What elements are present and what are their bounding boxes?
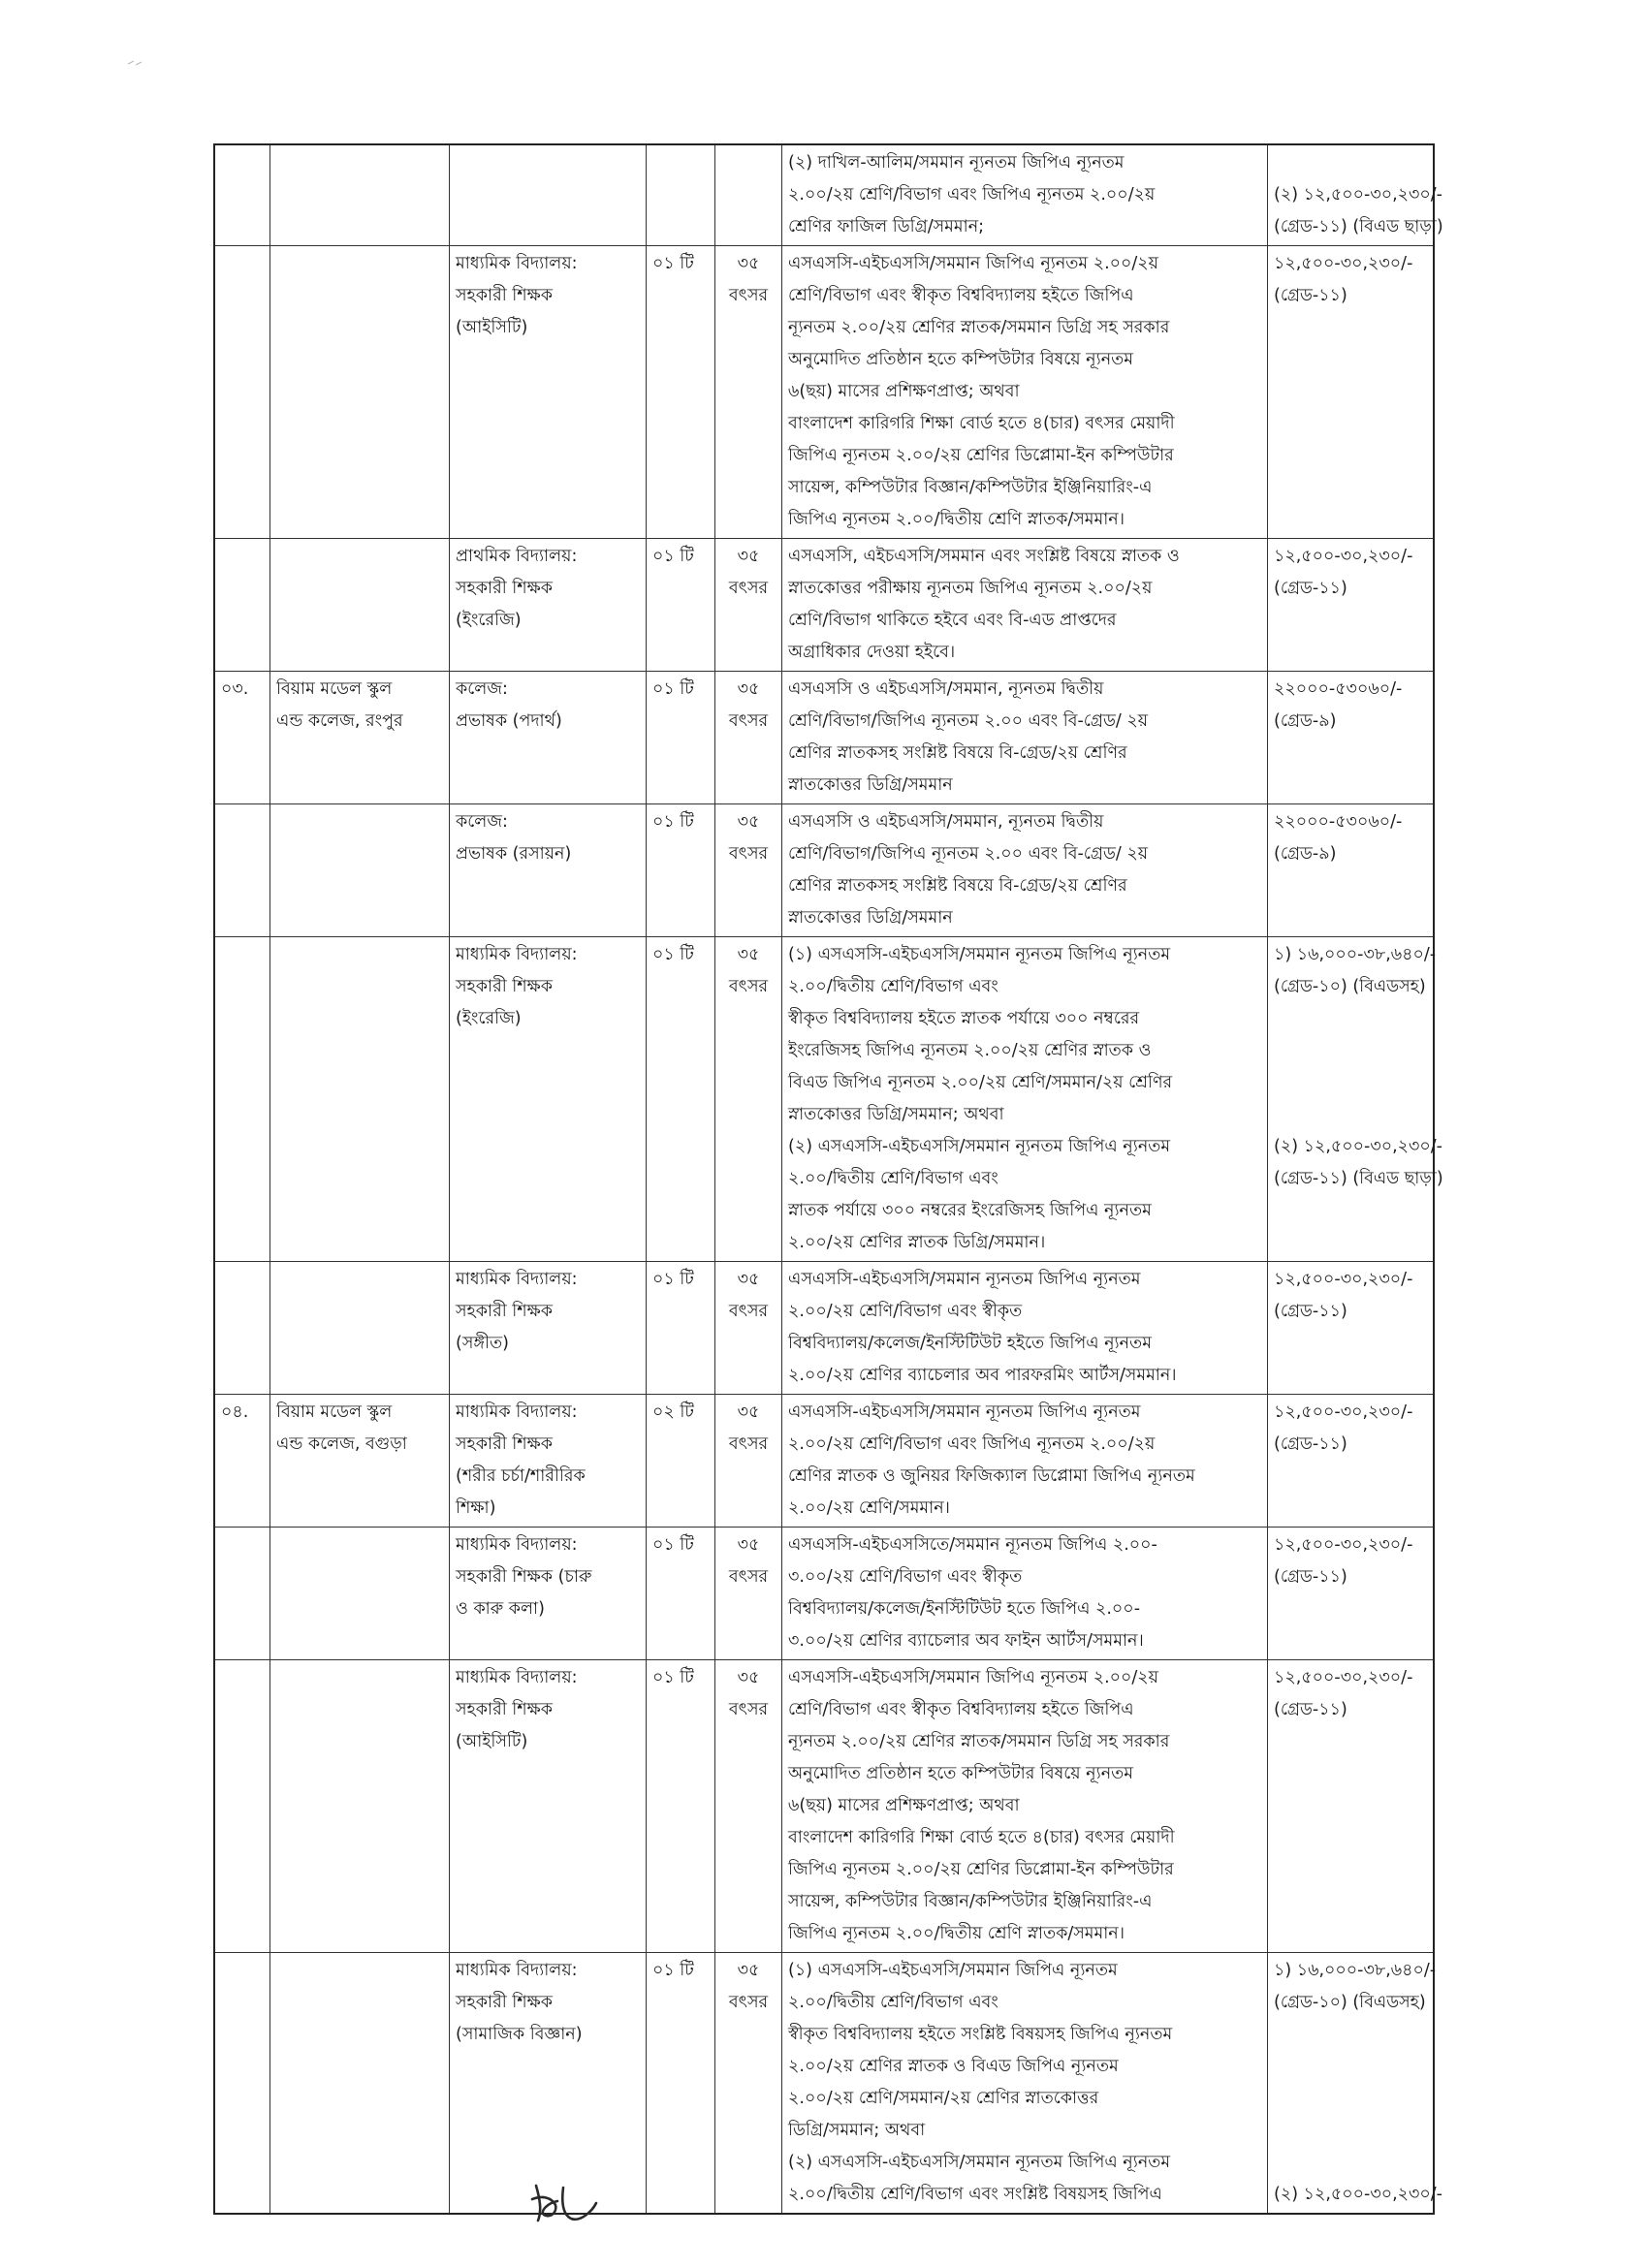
serial-number-cell bbox=[214, 672, 270, 804]
qualification-line: স্নাতকোত্তর ডিগ্রি/সমমান bbox=[788, 908, 953, 928]
post-count: ০১ টি bbox=[652, 945, 694, 964]
institute-name-line: এন্ড কলেজ, বগুড়া bbox=[276, 1434, 407, 1454]
table-row bbox=[214, 1660, 1434, 1953]
pay-scale-line: (গ্রেড-১১) (বিএড ছাড়া) bbox=[1274, 1169, 1443, 1188]
qualification-line: বাংলাদেশ কারিগরি শিক্ষা বোর্ড হতে ৪(চার) বৎসর মেয়াদী bbox=[788, 1828, 1175, 1847]
post-count: ০১ টি bbox=[652, 812, 694, 832]
qualification-cell bbox=[782, 937, 1268, 1262]
post-name-line: প্রাথমিক বিদ্যালয়: bbox=[456, 547, 578, 566]
post-cell bbox=[450, 1395, 647, 1528]
pay-scale-line: (২) ১২,৫০০-৩০,২৩০/- bbox=[1274, 185, 1442, 205]
qualification-line: বিশ্ববিদ্যালয়/কলেজ/ইনস্টিটিউট হইতে জিপিএ ন্যূনতম bbox=[788, 1334, 1152, 1353]
age-limit-cell bbox=[715, 937, 782, 1262]
age-limit-line: ৩৫ bbox=[737, 945, 760, 964]
table-body bbox=[214, 144, 1443, 2214]
qualification-line: (২) এসএসসি-এইচএসসি/সমমান ন্যূনতম জিপিএ ন্যূনতম bbox=[788, 2153, 1171, 2172]
qualification-line: ২.০০/২য় শ্রেণি/সমমান। bbox=[788, 1498, 950, 1518]
post-name-line: সহকারী শিক্ষক (চারু bbox=[456, 1567, 592, 1587]
qualification-line: ২.০০/২য় শ্রেণি/বিভাগ এবং জিপিএ ন্যূনতম ২.০০/২য় bbox=[788, 1434, 1156, 1454]
age-limit-line: ৩৫ bbox=[737, 812, 760, 832]
qualification-line: ২.০০/২য় শ্রেণি/বিভাগ এবং জিপিএ ন্যূনতম ২.০০/২য় bbox=[788, 185, 1156, 205]
age-limit-line: বৎসর bbox=[728, 1302, 769, 1321]
pay-spacer bbox=[1274, 1003, 1427, 1131]
qualification-cell bbox=[782, 539, 1268, 672]
post-count-cell bbox=[647, 1953, 715, 2215]
qualification-line: স্নাতকোত্তর ডিগ্রি/সমমান bbox=[788, 775, 953, 795]
post-count-cell bbox=[647, 144, 715, 246]
post-name-line: মাধ্যমিক বিদ্যালয়: bbox=[456, 1961, 578, 1980]
post-cell bbox=[450, 1953, 647, 2215]
post-count: ০১ টি bbox=[652, 1535, 694, 1555]
qualification-cell bbox=[782, 1528, 1268, 1660]
qualification-line: জিপিএ ন্যূনতম ২.০০/দ্বিতীয় শ্রেণি স্নাতক/সমমান। bbox=[788, 510, 1125, 529]
post-cell bbox=[450, 1660, 647, 1953]
post-name-line: (ইংরেজি) bbox=[456, 1009, 522, 1028]
pay-scale-cell bbox=[1268, 1953, 1442, 2215]
qualification-cell bbox=[782, 144, 1268, 246]
qualification-line: ২.০০/দ্বিতীয় শ্রেণি/বিভাগ এবং bbox=[788, 1169, 998, 1188]
qualification-line: এসএসসি-এইচএসসি/সমমান ন্যূনতম জিপিএ ন্যূনতম bbox=[788, 1402, 1141, 1422]
pay-scale-line: (গ্রেড-১১) bbox=[1274, 286, 1347, 305]
pay-scale-line: ১২,৫০০-৩০,২৩০/- bbox=[1274, 1668, 1413, 1687]
table-row bbox=[214, 672, 1434, 804]
table-row bbox=[214, 1395, 1434, 1528]
post-count: ০১ টি bbox=[652, 1270, 694, 1289]
qualification-cell bbox=[782, 672, 1268, 804]
pay-scale-cell bbox=[1268, 672, 1435, 804]
qualification-line: ২.০০/দ্বিতীয় শ্রেণি/বিভাগ এবং সংশ্লিষ্ট বিষয়সহ জিপিএ bbox=[788, 2185, 1162, 2204]
age-limit-line: ৩৫ bbox=[737, 254, 760, 273]
pay-scale-line: (গ্রেড-৯) bbox=[1274, 844, 1337, 864]
age-limit-line: ৩৫ bbox=[737, 1961, 760, 1980]
institute-cell bbox=[270, 1660, 450, 1953]
post-name-line: (শরীর চর্চা/শারীরিক bbox=[456, 1466, 586, 1486]
serial-number-cell bbox=[214, 1660, 270, 1953]
institute-cell bbox=[270, 246, 450, 539]
qualification-line: ২.০০/দ্বিতীয় শ্রেণি/বিভাগ এবং bbox=[788, 1993, 998, 2012]
age-limit-line: বৎসর bbox=[728, 1567, 769, 1587]
qualification-line: ২.০০/দ্বিতীয় শ্রেণি/বিভাগ এবং bbox=[788, 977, 998, 996]
post-name-line: মাধ্যমিক বিদ্যালয়: bbox=[456, 1402, 578, 1422]
post-name-line: সহকারী শিক্ষক bbox=[456, 1700, 554, 1719]
age-limit-line: ৩৫ bbox=[737, 1402, 760, 1422]
institute-cell bbox=[270, 672, 450, 804]
qualification-line: ডিগ্রি/সমমান; অথবা bbox=[788, 2121, 926, 2140]
age-limit-line: বৎসর bbox=[728, 1434, 769, 1454]
qualification-line: এসএসসি, এইচএসসি/সমমান এবং সংশ্লিষ্ট বিষয়ে স্নাতক ও bbox=[788, 547, 1180, 566]
qualification-line: ২.০০/২য় শ্রেণির ব্যাচেলার অব পারফরমিং আর্টস/সমমান। bbox=[788, 1366, 1177, 1385]
pay-scale-cell bbox=[1268, 1528, 1435, 1660]
pay-scale-line: ১২,৫০০-৩০,২৩০/- bbox=[1274, 1402, 1413, 1422]
age-limit-line: ৩৫ bbox=[737, 1668, 760, 1687]
qualification-line: অগ্রাধিকার দেওয়া হইবে। bbox=[788, 643, 956, 662]
qualification-line: ২.০০/২য় শ্রেণির স্নাতক ও বিএড জিপিএ ন্যূনতম bbox=[788, 2057, 1119, 2076]
scan-mark bbox=[126, 58, 145, 68]
qualification-line: ২.০০/২য় শ্রেণির স্নাতক ডিগ্রি/সমমান। bbox=[788, 1233, 1046, 1252]
qualification-line: স্নাতকোত্তর পরীক্ষায় ন্যূনতম জিপিএ ন্যূনতম ২.০০/২য় bbox=[788, 579, 1153, 598]
pay-scale-line: (গ্রেড-১১) bbox=[1274, 1567, 1347, 1587]
post-cell bbox=[450, 1528, 647, 1660]
post-cell bbox=[450, 246, 647, 539]
post-name-line: প্রভাষক (রসায়ন) bbox=[456, 844, 572, 864]
qualification-cell bbox=[782, 804, 1268, 937]
qualification-line: স্বীকৃত বিশ্ববিদ্যালয় হইতে সংশ্লিষ্ট বিষয়সহ জিপিএ ন্যূনতম bbox=[788, 2025, 1173, 2044]
age-limit-line: ৩৫ bbox=[737, 679, 760, 699]
recruitment-table bbox=[213, 143, 1443, 2215]
table-row bbox=[214, 1528, 1434, 1660]
qualification-line: ৬(ছয়) মাসের প্রশিক্ষণপ্রাপ্ত; অথবা bbox=[788, 382, 1020, 401]
age-limit-cell bbox=[715, 1660, 782, 1953]
post-count-cell bbox=[647, 1528, 715, 1660]
age-limit-line: ৩৫ bbox=[737, 1270, 760, 1289]
pay-scale-line: ১২,৫০০-৩০,২৩০/- bbox=[1274, 547, 1413, 566]
post-name-line: সহকারী শিক্ষক bbox=[456, 579, 554, 598]
post-name-line: মাধ্যমিক বিদ্যালয়: bbox=[456, 945, 578, 964]
post-count-cell bbox=[647, 1395, 715, 1528]
pay-scale-cell bbox=[1268, 804, 1435, 937]
qualification-line: শ্রেণি/বিভাগ/জিপিএ ন্যূনতম ২.০০ এবং বি-গ্রেড/ ২য় bbox=[788, 844, 1149, 864]
institute-cell bbox=[270, 1262, 450, 1395]
post-name-line: মাধ্যমিক বিদ্যালয়: bbox=[456, 1270, 578, 1289]
post-count: ০১ টি bbox=[652, 1961, 694, 1980]
serial-number-cell bbox=[214, 246, 270, 539]
post-cell bbox=[450, 1262, 647, 1395]
post-count-cell bbox=[647, 1660, 715, 1953]
qualification-line: সায়েন্স, কম্পিউটার বিজ্ঞান/কম্পিউটার ইঞ্জিনিয়ারিং-এ bbox=[788, 478, 1153, 497]
pay-scale-line: ১২,৫০০-৩০,২৩০/- bbox=[1274, 1535, 1413, 1555]
qualification-line: (১) এসএসসি-এইচএসসি/সমমান জিপিএ ন্যূনতম bbox=[788, 1961, 1118, 1980]
pay-scale-line: (গ্রেড-৯) bbox=[1274, 711, 1337, 731]
post-count-cell bbox=[647, 937, 715, 1262]
institute-cell bbox=[270, 804, 450, 937]
post-cell bbox=[450, 672, 647, 804]
qualification-line: বাংলাদেশ কারিগরি শিক্ষা বোর্ড হতে ৪(চার) বৎসর মেয়াদী bbox=[788, 414, 1175, 433]
pay-scale-cell bbox=[1268, 144, 1443, 246]
institute-cell bbox=[270, 1953, 450, 2215]
post-count-cell bbox=[647, 1262, 715, 1395]
serial-number-cell bbox=[214, 804, 270, 937]
table-row bbox=[214, 246, 1434, 539]
qualification-line: স্নাতকোত্তর ডিগ্রি/সমমান; অথবা bbox=[788, 1105, 1004, 1124]
qualification-line: ২.০০/২য় শ্রেণি/সমমান/২য় শ্রেণির স্নাতকোত্তর bbox=[788, 2089, 1099, 2108]
pay-spacer bbox=[1274, 2019, 1427, 2179]
qualification-line: স্নাতক পর্যায়ে ৩০০ নম্বরের ইংরেজিসহ জিপিএ ন্যূনতম bbox=[788, 1201, 1152, 1220]
pay-scale-line: (গ্রেড-১১) bbox=[1274, 1302, 1347, 1321]
post-name-line: সহকারী শিক্ষক bbox=[456, 286, 554, 305]
qualification-line: শ্রেণি/বিভাগ এবং স্বীকৃত বিশ্ববিদ্যালয় হইতে জিপিএ bbox=[788, 1700, 1134, 1719]
pay-scale-line: ২২০০০-৫৩০৬০/- bbox=[1274, 679, 1403, 699]
table-row bbox=[214, 937, 1434, 1262]
serial-number-cell bbox=[214, 539, 270, 672]
post-name-line: (আইসিটি) bbox=[456, 1732, 528, 1751]
table-row bbox=[214, 144, 1434, 246]
pay-scale-line: (২) ১২,৫০০-৩০,২৩০/- bbox=[1274, 2185, 1442, 2204]
pay-scale-line: (গ্রেড-১০) (বিএডসহ) bbox=[1274, 977, 1426, 996]
post-cell bbox=[450, 804, 647, 937]
post-name-line: (সামাজিক বিজ্ঞান) bbox=[456, 2025, 583, 2044]
table-row bbox=[214, 1953, 1434, 2215]
serial-number-cell bbox=[214, 1395, 270, 1528]
post-cell bbox=[450, 937, 647, 1262]
institute-cell bbox=[270, 1528, 450, 1660]
age-limit-line: ৩৫ bbox=[737, 1535, 760, 1555]
age-limit-line: বৎসর bbox=[728, 1700, 769, 1719]
serial-number-cell bbox=[214, 1262, 270, 1395]
serial-number: ০৪. bbox=[221, 1402, 249, 1422]
age-limit-cell bbox=[715, 804, 782, 937]
qualification-cell bbox=[782, 1953, 1268, 2215]
institute-cell bbox=[270, 144, 450, 246]
document-page bbox=[213, 143, 1443, 2215]
age-limit-cell bbox=[715, 1395, 782, 1528]
age-limit-line: বৎসর bbox=[728, 1993, 769, 2012]
institute-cell bbox=[270, 1395, 450, 1528]
age-limit-cell bbox=[715, 246, 782, 539]
post-name-line: কলেজ: bbox=[456, 679, 508, 699]
qualification-line: ন্যূনতম ২.০০/২য় শ্রেণির স্নাতক/সমমান ডিগ্রি সহ সরকার bbox=[788, 1732, 1170, 1751]
qualification-line: শ্রেণি/বিভাগ এবং স্বীকৃত বিশ্ববিদ্যালয় হইতে জিপিএ bbox=[788, 286, 1134, 305]
qualification-line: ৩.০০/২য় শ্রেণির ব্যাচেলার অব ফাইন আর্টস/সমমান। bbox=[788, 1631, 1144, 1651]
post-name-line: প্রভাষক (পদার্থ) bbox=[456, 711, 562, 731]
serial-number-cell bbox=[214, 1528, 270, 1660]
age-limit-line: বৎসর bbox=[728, 977, 769, 996]
serial-number-cell bbox=[214, 1953, 270, 2215]
serial-number: ০৩. bbox=[221, 679, 249, 699]
qualification-line: জিপিএ ন্যূনতম ২.০০/দ্বিতীয় শ্রেণি স্নাতক/সমমান। bbox=[788, 1924, 1125, 1943]
qualification-line: শ্রেণির ফাজিল ডিগ্রি/সমমান; bbox=[788, 217, 985, 236]
pay-scale-cell bbox=[1268, 539, 1435, 672]
qualification-line: বিশ্ববিদ্যালয়/কলেজ/ইনস্টিটিউট হতে জিপিএ ২.০০- bbox=[788, 1599, 1141, 1619]
pay-scale-line: (গ্রেড-১১) bbox=[1274, 1700, 1347, 1719]
qualification-line: ৩.০০/২য় শ্রেণি/বিভাগ এবং স্বীকৃত bbox=[788, 1567, 1023, 1587]
age-limit-cell bbox=[715, 1528, 782, 1660]
post-count-cell bbox=[647, 539, 715, 672]
qualification-line: (২) এসএসসি-এইচএসসি/সমমান ন্যূনতম জিপিএ ন্যূনতম bbox=[788, 1137, 1171, 1156]
table-row bbox=[214, 539, 1434, 672]
serial-number-cell bbox=[214, 937, 270, 1262]
post-count-cell bbox=[647, 804, 715, 937]
pay-scale-line: (গ্রেড-১১) bbox=[1274, 1434, 1347, 1454]
post-count: ০১ টি bbox=[652, 1668, 694, 1687]
pay-spacer bbox=[1274, 147, 1427, 179]
post-cell bbox=[450, 144, 647, 246]
post-name-line: সহকারী শিক্ষক bbox=[456, 1302, 554, 1321]
institute-name-line: বিয়াম মডেল স্কুল bbox=[276, 679, 393, 699]
qualification-line: ২.০০/২য় শ্রেণি/বিভাগ এবং স্বীকৃত bbox=[788, 1302, 1023, 1321]
age-limit-cell bbox=[715, 144, 782, 246]
post-count: ০১ টি bbox=[652, 679, 694, 699]
age-limit-line: বৎসর bbox=[728, 579, 769, 598]
institute-name-line: বিয়াম মডেল স্কুল bbox=[276, 1402, 393, 1422]
pay-scale-line: ১) ১৬,০০০-৩৮,৬৪০/- bbox=[1274, 945, 1437, 964]
qualification-line: শ্রেণির স্নাতক ও জুনিয়র ফিজিক্যাল ডিপ্লোমা জিপিএ ন্যূনতম bbox=[788, 1466, 1195, 1486]
pay-scale-line: ১২,৫০০-৩০,২৩০/- bbox=[1274, 1270, 1413, 1289]
pay-scale-cell bbox=[1268, 1395, 1435, 1528]
post-count: ০১ টি bbox=[652, 254, 694, 273]
qualification-line: এসএসসি-এইচএসসি/সমমান জিপিএ ন্যূনতম ২.০০/২য় bbox=[788, 254, 1158, 273]
pay-scale-line: (গ্রেড-১১) (বিএড ছাড়া) bbox=[1274, 217, 1443, 236]
qualification-line: শ্রেণির স্নাতকসহ সংশ্লিষ্ট বিষয়ে বি-গ্রেড/২য় শ্রেণির bbox=[788, 743, 1127, 763]
post-name-line: (আইসিটি) bbox=[456, 318, 528, 337]
age-limit-cell bbox=[715, 1262, 782, 1395]
qualification-line: এসএসসি-এইচএসসি/সমমান জিপিএ ন্যূনতম ২.০০/২য় bbox=[788, 1668, 1158, 1687]
pay-scale-cell bbox=[1268, 246, 1435, 539]
qualification-line: এসএসসি ও এইচএসসি/সমমান, ন্যূনতম দ্বিতীয় bbox=[788, 679, 1104, 699]
serial-number-cell bbox=[214, 144, 270, 246]
post-name-line: সহকারী শিক্ষক bbox=[456, 977, 554, 996]
post-count: ০১ টি bbox=[652, 547, 694, 566]
post-name-line: (সঙ্গীত) bbox=[456, 1334, 509, 1353]
pay-scale-line: (গ্রেড-১০) (বিএডসহ) bbox=[1274, 1993, 1426, 2012]
qualification-line: শ্রেণি/বিভাগ থাকিতে হইবে এবং বি-এড প্রাপ্তদের bbox=[788, 611, 1117, 630]
qualification-line: (২) দাখিল-আলিম/সমমান ন্যূনতম জিপিএ ন্যূনতম bbox=[788, 153, 1125, 173]
pay-scale-line: ১) ১৬,০০০-৩৮,৬৪০/- bbox=[1274, 1961, 1437, 1980]
age-limit-cell bbox=[715, 539, 782, 672]
qualification-cell bbox=[782, 246, 1268, 539]
institute-cell bbox=[270, 937, 450, 1262]
qualification-line: অনুমোদিত প্রতিষ্ঠান হতে কম্পিউটার বিষয়ে ন্যূনতম bbox=[788, 350, 1133, 369]
qualification-cell bbox=[782, 1660, 1268, 1953]
post-name-line: মাধ্যমিক বিদ্যালয়: bbox=[456, 1668, 578, 1687]
qualification-line: ইংরেজিসহ জিপিএ ন্যূনতম ২.০০/২য় শ্রেণির স্নাতক ও bbox=[788, 1041, 1152, 1060]
post-name-line: মাধ্যমিক বিদ্যালয়: bbox=[456, 1535, 578, 1555]
pay-scale-line: ১২,৫০০-৩০,২৩০/- bbox=[1274, 254, 1413, 273]
institute-cell bbox=[270, 539, 450, 672]
qualification-line: এসএসসি-এইচএসসিতে/সমমান ন্যূনতম জিপিএ ২.০০- bbox=[788, 1535, 1157, 1555]
post-name-line: সহকারী শিক্ষক bbox=[456, 1993, 554, 2012]
qualification-line: শ্রেণি/বিভাগ/জিপিএ ন্যূনতম ২.০০ এবং বি-গ্রেড/ ২য় bbox=[788, 711, 1149, 731]
table-row bbox=[214, 804, 1434, 937]
institute-name-line: এন্ড কলেজ, রংপুর bbox=[276, 711, 403, 731]
post-name-line: মাধ্যমিক বিদ্যালয়: bbox=[456, 254, 578, 273]
qualification-line: (১) এসএসসি-এইচএসসি/সমমান ন্যূনতম জিপিএ ন্যূনতম bbox=[788, 945, 1171, 964]
qualification-line: ন্যূনতম ২.০০/২য় শ্রেণির স্নাতক/সমমান ডিগ্রি সহ সরকার bbox=[788, 318, 1170, 337]
post-count-cell bbox=[647, 672, 715, 804]
table-row bbox=[214, 1262, 1434, 1395]
post-count-cell bbox=[647, 246, 715, 539]
pay-scale-line: (গ্রেড-১১) bbox=[1274, 579, 1347, 598]
qualification-line: বিএড জিপিএ ন্যূনতম ২.০০/২য় শ্রেণি/সমমান/২য় শ্রেণির bbox=[788, 1073, 1173, 1092]
age-limit-line: বৎসর bbox=[728, 844, 769, 864]
post-name-line: কলেজ: bbox=[456, 812, 508, 832]
signature-image bbox=[528, 2176, 616, 2226]
pay-scale-cell bbox=[1268, 1262, 1435, 1395]
post-cell bbox=[450, 539, 647, 672]
qualification-line: স্বীকৃত বিশ্ববিদ্যালয় হইতে স্নাতক পর্যায়ে ৩০০ নম্বরের bbox=[788, 1009, 1140, 1028]
qualification-line: শ্রেণির স্নাতকসহ সংশ্লিষ্ট বিষয়ে বি-গ্রেড/২য় শ্রেণির bbox=[788, 876, 1127, 896]
post-name-line: (ইংরেজি) bbox=[456, 611, 522, 630]
qualification-cell bbox=[782, 1395, 1268, 1528]
post-name-line: সহকারী শিক্ষক bbox=[456, 1434, 554, 1454]
pay-scale-line: ২২০০০-৫৩০৬০/- bbox=[1274, 812, 1403, 832]
qualification-line: জিপিএ ন্যূনতম ২.০০/২য় শ্রেণির ডিপ্লোমা-ইন কম্পিউটার bbox=[788, 1860, 1174, 1879]
pay-scale-line: (২) ১২,৫০০-৩০,২৩০/- bbox=[1274, 1137, 1442, 1156]
qualification-cell bbox=[782, 1262, 1268, 1395]
age-limit-cell bbox=[715, 1953, 782, 2215]
post-name-line: শিক্ষা) bbox=[456, 1498, 496, 1518]
qualification-line: ৬(ছয়) মাসের প্রশিক্ষণপ্রাপ্ত; অথবা bbox=[788, 1796, 1020, 1815]
pay-scale-cell bbox=[1268, 937, 1443, 1262]
qualification-line: জিপিএ ন্যূনতম ২.০০/২য় শ্রেণির ডিপ্লোমা-ইন কম্পিউটার bbox=[788, 446, 1174, 465]
age-limit-line: বৎসর bbox=[728, 286, 769, 305]
age-limit-cell bbox=[715, 672, 782, 804]
age-limit-line: ৩৫ bbox=[737, 547, 760, 566]
pay-scale-cell bbox=[1268, 1660, 1435, 1953]
post-name-line: ও কারু কলা) bbox=[456, 1599, 545, 1619]
post-count: ০২ টি bbox=[652, 1402, 694, 1422]
age-limit-line: বৎসর bbox=[728, 711, 769, 731]
qualification-line: এসএসসি-এইচএসসি/সমমান ন্যূনতম জিপিএ ন্যূনতম bbox=[788, 1270, 1141, 1289]
qualification-line: অনুমোদিত প্রতিষ্ঠান হতে কম্পিউটার বিষয়ে ন্যূনতম bbox=[788, 1764, 1133, 1783]
qualification-line: সায়েন্স, কম্পিউটার বিজ্ঞান/কম্পিউটার ইঞ্জিনিয়ারিং-এ bbox=[788, 1892, 1153, 1911]
qualification-line: এসএসসি ও এইচএসসি/সমমান, ন্যূনতম দ্বিতীয় bbox=[788, 812, 1104, 832]
